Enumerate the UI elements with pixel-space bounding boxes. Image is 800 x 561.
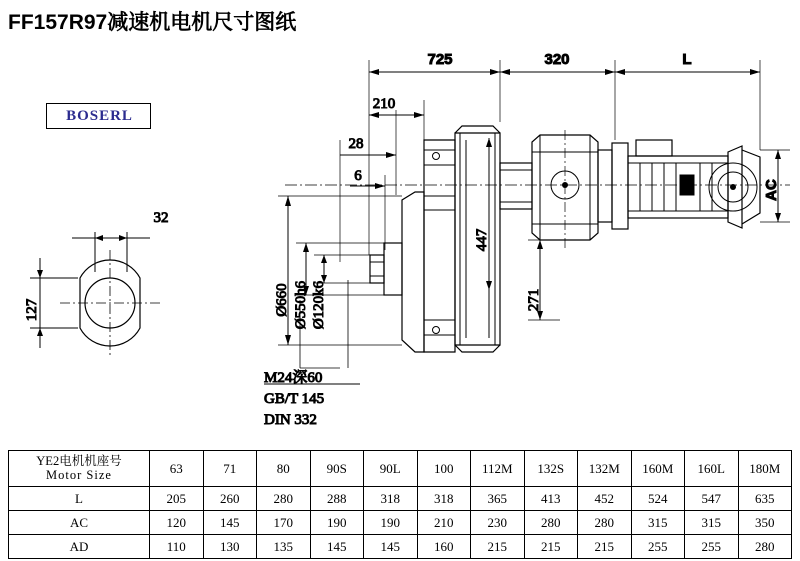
- col-header: 160L: [685, 451, 739, 487]
- dim-32: 32: [153, 210, 169, 226]
- table-row: [9, 535, 792, 559]
- table-rowhead-motor: [9, 451, 150, 487]
- dim-AC: AC: [763, 179, 780, 201]
- cell: 120: [150, 511, 204, 535]
- dim-28: 28: [348, 136, 364, 152]
- cell: 190: [364, 511, 418, 535]
- cell: 280: [524, 511, 578, 535]
- motor-size-label-en: Motor Size: [46, 467, 112, 482]
- col-header: 63: [150, 451, 204, 487]
- dim-dia120: Ø120k6: [311, 280, 327, 330]
- cell: 215: [524, 535, 578, 559]
- table-header-row: [9, 451, 792, 487]
- dim-320: 320: [544, 51, 570, 68]
- cell: 130: [203, 535, 257, 559]
- cell: 190: [310, 511, 364, 535]
- page-title: FF157R97减速机电机尺寸图纸: [8, 11, 297, 34]
- cell: 205: [150, 487, 204, 511]
- row-label-L: L: [9, 487, 150, 511]
- motor-size-label-cn: YE2电机机座号: [36, 454, 122, 469]
- dim-447: 447: [474, 228, 490, 252]
- cell: 160: [417, 535, 471, 559]
- table-row: [9, 511, 792, 535]
- cell: 170: [257, 511, 311, 535]
- cell: 413: [524, 487, 578, 511]
- row-label-AD: AD: [9, 535, 150, 559]
- note-0: M24深60: [264, 370, 323, 386]
- col-header: 112M: [471, 451, 525, 487]
- cell: 145: [203, 511, 257, 535]
- cell: 635: [738, 487, 792, 511]
- cell: 288: [310, 487, 364, 511]
- motor-size-table: [8, 450, 792, 559]
- cell: 135: [257, 535, 311, 559]
- dim-L: L: [682, 51, 692, 68]
- dim-127: 127: [24, 298, 40, 322]
- brand-logo: BOSERL: [66, 108, 133, 124]
- cell: 255: [631, 535, 685, 559]
- col-header: 80: [257, 451, 311, 487]
- cell: 230: [471, 511, 525, 535]
- cell: 210: [417, 511, 471, 535]
- cell: 215: [471, 535, 525, 559]
- cell: 145: [310, 535, 364, 559]
- dim-dia550: Ø550h6: [293, 280, 309, 330]
- cell: 315: [685, 511, 739, 535]
- cell: 215: [578, 535, 632, 559]
- cell: 547: [685, 487, 739, 511]
- col-header: 100: [417, 451, 471, 487]
- dim-dia660: Ø660: [274, 283, 290, 317]
- col-header: 180M: [738, 451, 792, 487]
- cell: 255: [685, 535, 739, 559]
- note-2: DIN 332: [264, 412, 317, 428]
- col-header: 132M: [578, 451, 632, 487]
- cell: 524: [631, 487, 685, 511]
- col-header: 71: [203, 451, 257, 487]
- col-header: 90S: [310, 451, 364, 487]
- cell: 280: [738, 535, 792, 559]
- cell: 145: [364, 535, 418, 559]
- dim-725: 725: [427, 51, 453, 68]
- dim-210: 210: [372, 96, 396, 112]
- dim-271: 271: [526, 288, 542, 312]
- cell: 365: [471, 487, 525, 511]
- cell: 318: [364, 487, 418, 511]
- table-row: [9, 487, 792, 511]
- cell: 315: [631, 511, 685, 535]
- note-1: GB/T 145: [264, 391, 325, 407]
- dim-6: 6: [354, 168, 362, 184]
- cell: 350: [738, 511, 792, 535]
- col-header: 160M: [631, 451, 685, 487]
- cell: 318: [417, 487, 471, 511]
- row-label-AC: AC: [9, 511, 150, 535]
- col-header: 90L: [364, 451, 418, 487]
- col-header: 132S: [524, 451, 578, 487]
- cell: 280: [257, 487, 311, 511]
- cell: 110: [150, 535, 204, 559]
- cell: 260: [203, 487, 257, 511]
- cell: 280: [578, 511, 632, 535]
- cell: 452: [578, 487, 632, 511]
